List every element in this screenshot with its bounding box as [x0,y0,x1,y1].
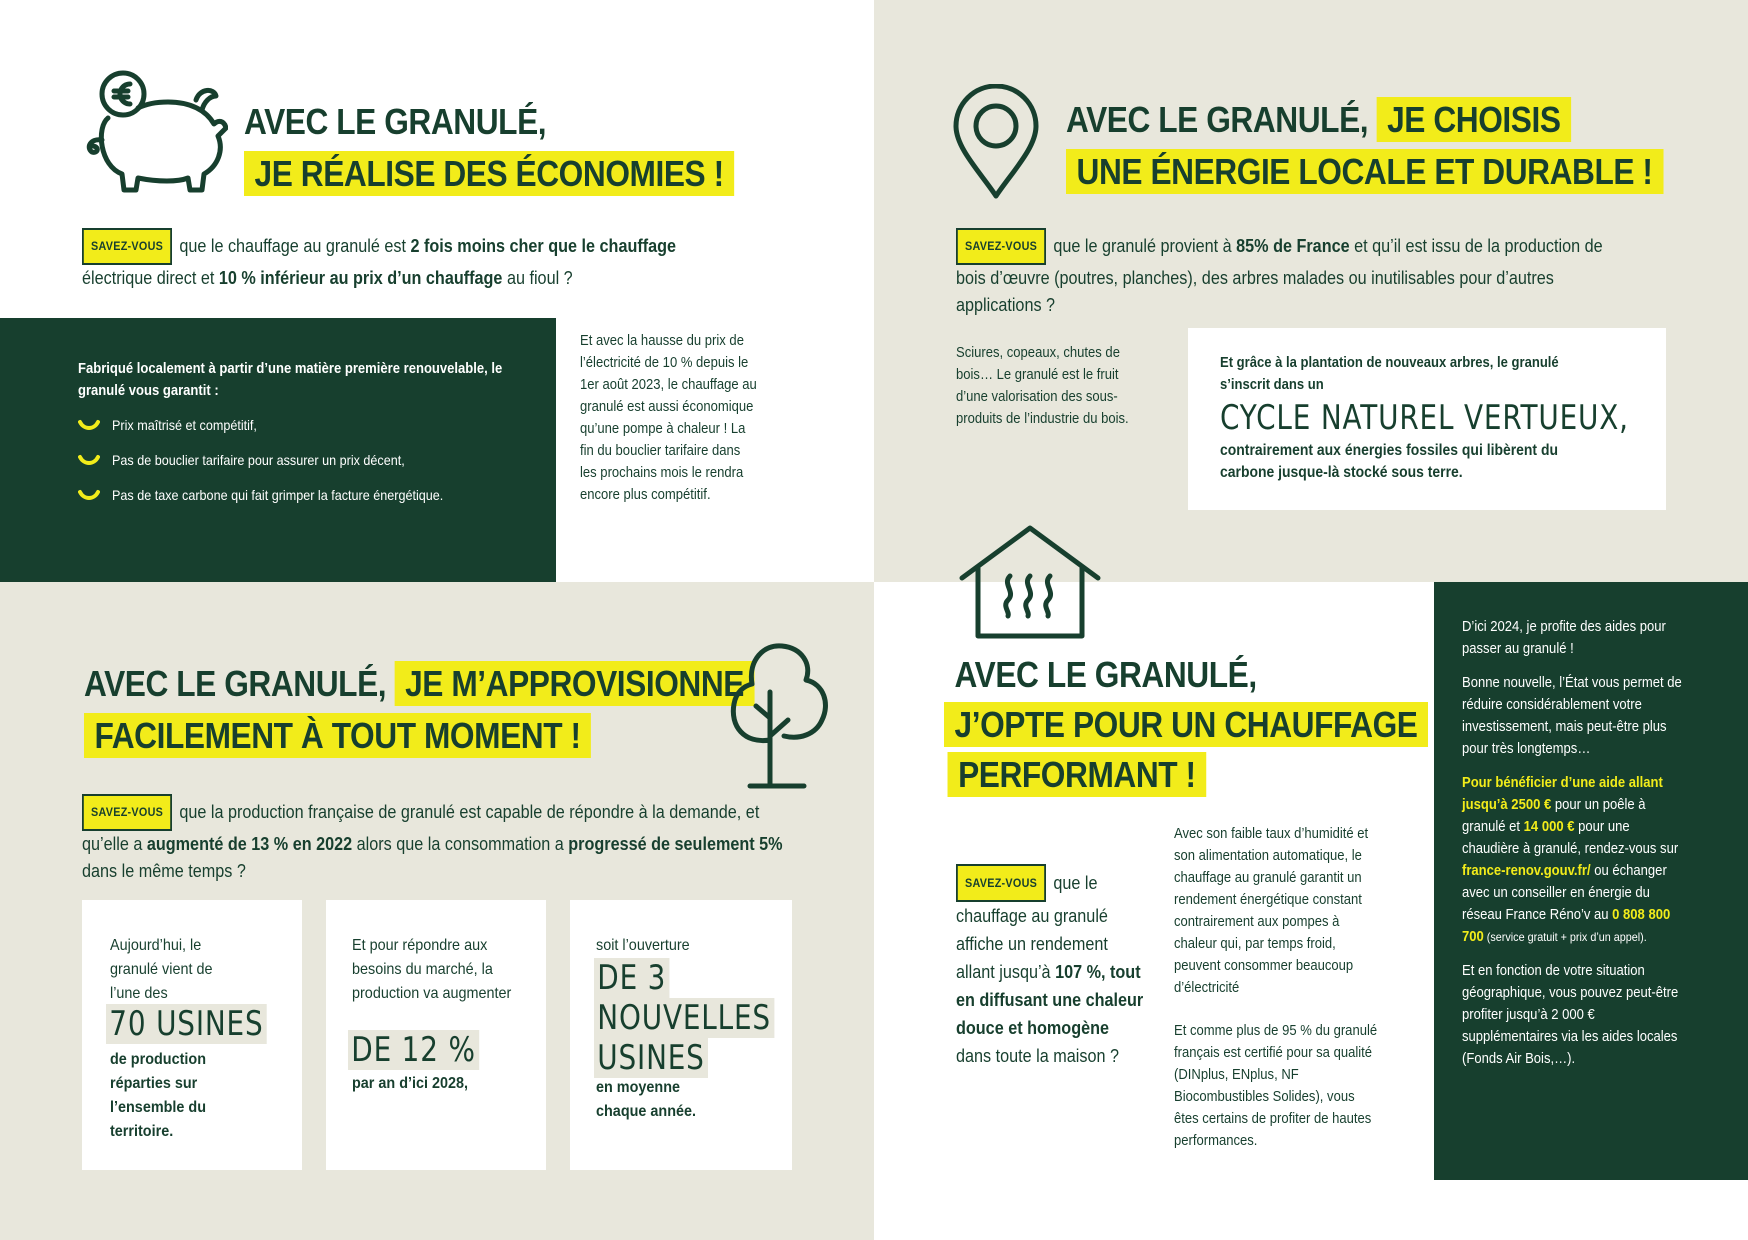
aside-p2: Bonne nouvelle, l’État vous permet de réduire considérablement votre investissement, mais peut-être plus pour très longtemps… [1462,675,1682,757]
aside-p4: Et en fonction de votre situation géographique, vous pouvez peut-être profiter jusqu’à 2 000 € supplémentaires via les aides locales (Fonds Air Bois,…). [1462,963,1679,1067]
s2-title-line1b: JE CHOISIS [1377,97,1572,142]
tree-icon [730,640,830,790]
s3-card2-top: Et pour répondre aux besoins du marché, la production va augmenter [352,937,512,1002]
s3-card3-big-line2: NOUVELLES [594,998,774,1038]
s3-card3-big [594,958,774,1078]
bullet-text: Pas de taxe carbone qui fait grimper la facture énergétique. [112,487,444,503]
s1-title [244,96,734,200]
s2-title-line2: UNE ÉNERGIE LOCALE ET DURABLE ! [1066,149,1663,194]
s3-card-3 [570,900,792,1170]
aside-p3-text2: pour une chaudière à granulé, rendez-vous sur [1462,819,1679,857]
s2-intro [956,228,1604,319]
s1-intro-text: que le chauffage au granulé est [179,236,411,256]
s1-title-line1: AVEC LE GRANULÉ, [244,101,547,142]
s4-intro-text2: dans toute la maison ? [956,1046,1120,1066]
s3-intro-text: que la production française de granulé est capable de répondre à la demande, et qu’elle a [82,802,760,854]
s3-intro-bold: augmenté de 13 % en 2022 [146,834,353,854]
s2-card-bottom: contrairement aux énergies fossiles qui libèrent du carbone jusque-là stocké sous terre. [1220,442,1559,481]
s3-card2-big-text: DE 12 % [348,1030,479,1070]
piggy-bank-icon [78,66,228,196]
s3-card1-bottom: de production réparties sur l’ensemble du territoire. [110,1051,207,1140]
aside-p1: D’ici 2024, je profite des aides pour passer au granulé ! [1462,619,1666,657]
s4-mid-text1: Avec son faible taux d’humidité et son alimentation automatique, le chauffage au granulé garantit un rendement énergétique constant contrairement aux pompes à chaleur qui, par temps froid, peuvent consommer beaucoup d’électricité [1174,826,1369,996]
aside-p3-text4: (service gratuit + prix d’un appel). [1483,930,1647,944]
s2-card [1188,328,1666,510]
s1-title-line2: JE RÉALISE DES ÉCONOMIES ! [244,151,734,196]
s3-card2-bottom: par an d’ici 2028, [352,1075,469,1092]
s3-card1-top: Aujourd’hui, le granulé vient de l’une des [110,937,213,1002]
s3-card2-big [348,1030,479,1070]
s4-mid-text2: Et comme plus de 95 % du granulé français est certifié pour sa qualité (DINplus, ENplus, NF Biocombustibles Solides), vous êtes certains de profiter de hautes performances. [1174,1023,1378,1149]
list-item [78,484,548,506]
s2-card-big: CYCLE NATUREL VERTUEUX, [1220,398,1629,438]
s1-bullet-list [78,414,548,506]
s1-intro-bold: 2 fois moins cher que le chauffage [410,236,677,256]
s3-title-line1a: AVEC LE GRANULÉ, [84,663,387,704]
s1-box-heading: Fabriqué localement à partir d’une matière première renouvelable, le granulé vous garantit : [78,361,503,399]
s2-intro-text2: et qu’il est issu de la production de bois d’œuvre (poutres, planches), des arbres malades ou inutilisables pour d’autres applications ? [956,236,1603,315]
savez-vous-badge: SAVEZ-VOUS [956,228,1046,265]
s4-intro-text: que le chauffage au granulé affiche un rendement allant jusqu’à [956,873,1108,982]
s3-card3-big-line3: USINES [594,1038,708,1078]
s2-intro-text: que le granulé provient à [1053,236,1237,256]
s3-card-1 [82,900,302,1170]
bullet-text: Prix maîtrisé et compétitif, [112,417,257,433]
s1-side-text: Et avec la hausse du prix de l’électricité de 10 % depuis le 1er août 2023, le chauffage au granulé est aussi économique qu’une pompe à chaleur ! La fin du bouclier tarifaire dans les prochains mois le rendra encore plus compétitif. [580,333,757,503]
s3-title-line2: FACILEMENT À TOUT MOMENT ! [84,713,591,758]
s3-intro-bold2: progressé de seulement 5% [568,834,783,854]
aside-aides [1462,616,1685,1070]
s2-card-top: Et grâce à la plantation de nouveaux arbres, le granulé s’inscrit dans un [1220,355,1559,393]
list-item [78,449,548,471]
s1-intro-bold2: 10 % inférieur au prix d’un chauffage [218,268,503,288]
s4-title-line3: PERFORMANT ! [948,752,1207,797]
s4-title-line2: J’OPTE POUR UN CHAUFFAGE [944,702,1428,747]
smile-bullet-icon [78,489,100,501]
savez-vous-badge: SAVEZ-VOUS [82,228,172,265]
house-heat-icon [958,524,1102,640]
s4-title-line1: AVEC LE GRANULÉ, [954,654,1257,695]
s3-intro [82,794,793,885]
s3-card3-big-line1: DE 3 [594,958,670,998]
s3-intro-text3: dans le même temps ? [82,861,246,881]
savez-vous-badge: SAVEZ-VOUS [956,864,1046,902]
bullet-text: Pas de bouclier tarifaire pour assurer un prix décent, [112,452,405,468]
s1-intro-text3: au fioul ? [502,268,573,288]
s3-card-2 [326,900,546,1170]
aside-phone-number[interactable]: 0 808 800 700 [1462,907,1671,945]
s1-intro-text2: électrique direct et [82,268,219,288]
s3-card3-bottom: en moyenne chaque année. [596,1079,697,1120]
aside-p3-text3: ou échanger avec un conseiller en énergie du réseau France Réno’v au [1462,863,1667,923]
s4-intro-bold: 107 %, tout en diffusant une chaleur douce et homogène [956,962,1144,1038]
s2-title-line1a: AVEC LE GRANULÉ, [1066,99,1369,140]
aside-p3 [1462,772,1685,948]
s3-card1-big [106,1004,267,1044]
s2-side-text: Sciures, copeaux, chutes de bois… Le granulé est le fruit d’une valorisation des sous-produits de l’industrie du bois. [956,345,1129,427]
smile-bullet-icon [78,419,100,431]
s1-intro [82,228,784,292]
s2-title [1066,94,1663,198]
s3-intro-text2: alors que la consommation a [352,834,569,854]
aside-link-france-renov[interactable]: france-renov.gouv.fr/ [1462,863,1591,879]
s1-green-box [78,358,548,519]
s3-title-line1b: JE M’APPROVISIONNE [395,661,755,706]
aside-p3-highlight: Pour bénéficier d’une aide allant jusqu’à 2500 € [1462,775,1663,813]
savez-vous-badge: SAVEZ-VOUS [82,794,172,831]
smile-bullet-icon [78,454,100,466]
s3-card1-big-text: 70 USINES [106,1004,267,1044]
s3-card3-top: soit l’ouverture [596,937,690,954]
s2-intro-bold: 85% de France [1236,236,1350,256]
location-pin-icon [950,84,1042,200]
s4-intro [956,864,1145,1070]
aside-p3-amount: 14 000 € [1523,819,1575,835]
s4-title [944,650,1428,800]
aside-p3-text: pour un poêle à granulé et [1462,797,1646,835]
list-item [78,414,548,436]
s3-title [84,658,755,762]
